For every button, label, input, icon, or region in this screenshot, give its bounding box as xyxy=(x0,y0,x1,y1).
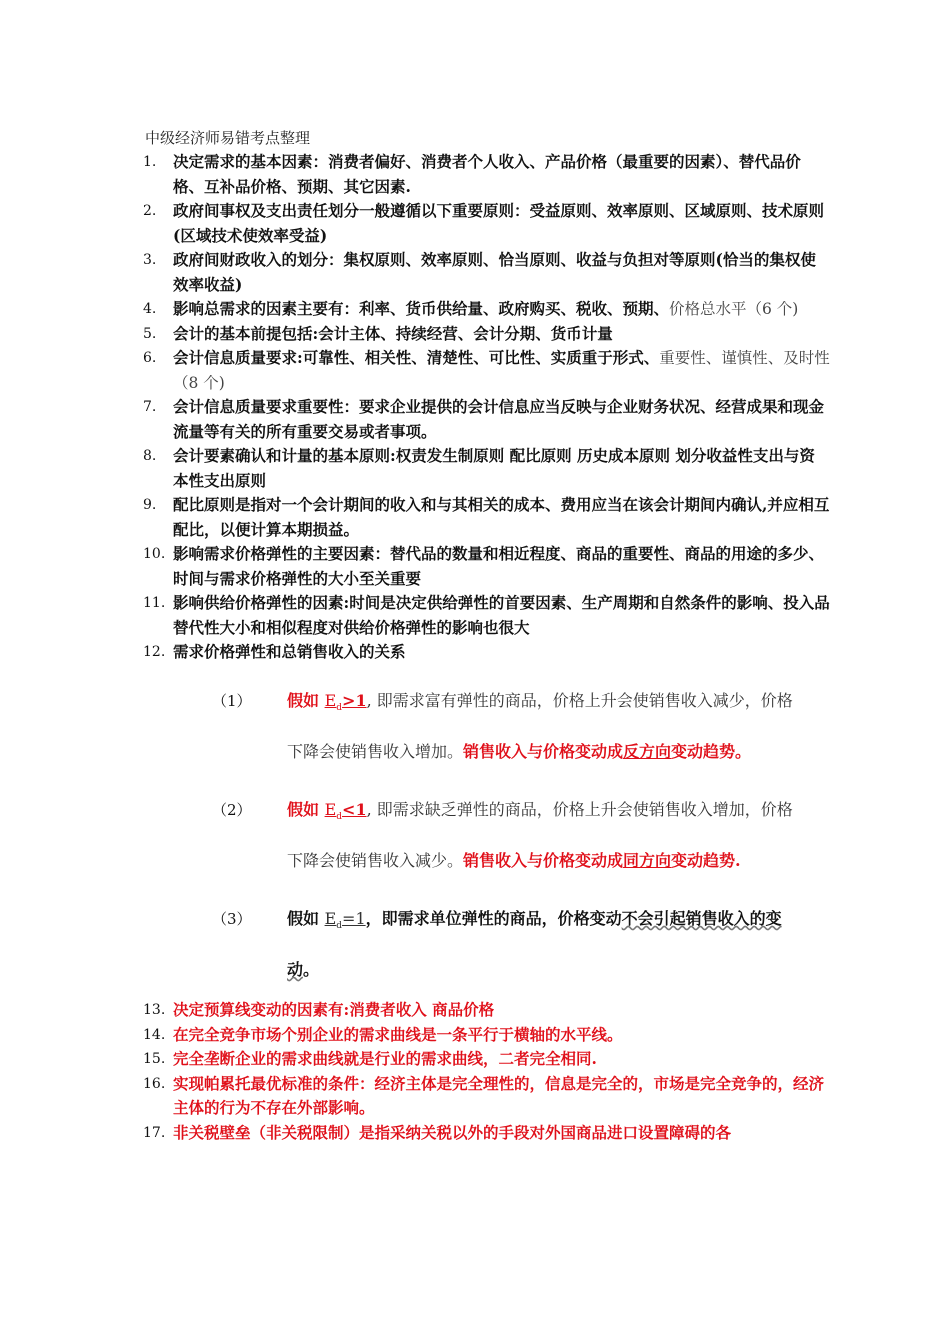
list-item xyxy=(140,640,830,665)
elasticity-e: E xyxy=(324,908,337,928)
list-item xyxy=(140,150,830,199)
list-item xyxy=(140,493,830,542)
sub-direction: 反方向 xyxy=(623,741,672,761)
sub-item-number: （2） xyxy=(212,800,252,819)
item-number: 6. xyxy=(143,350,157,366)
sub-item xyxy=(140,897,807,992)
item-number: 15. xyxy=(143,1051,166,1068)
elasticity-compare: =1 xyxy=(342,908,366,928)
sub-item xyxy=(140,788,807,883)
item-number: 1. xyxy=(143,154,157,170)
sub-list xyxy=(140,679,830,993)
elasticity-sub: d xyxy=(336,921,343,932)
sub-conclusion: 销售收入与价格变动成 xyxy=(463,850,624,870)
item-text: 完全垄断企业的需求曲线就是行业的需求曲线，二者完全相同. xyxy=(173,1049,597,1069)
item-text: 影响总需求的因素主要有：利率、货币供给量、政府购买、税收、预期、 xyxy=(173,299,670,318)
sub-conclusion-end: 变动趋势。 xyxy=(671,741,752,761)
sub-end: 。 xyxy=(303,960,320,980)
list-item xyxy=(140,297,830,322)
item-text: 会计的基本前提包括:会计主体、持续经营、会计分期、货币计量 xyxy=(173,323,613,343)
item-text: 影响供给价格弹性的因素:时间是决定供给弹性的首要因素、生产周期和自然条件的影响、投入品替代性大小和相似程度对供给价格弹性的影响也很大 xyxy=(173,593,830,637)
list-item xyxy=(140,444,830,493)
item-text: 实现帕累托最优标准的条件：经济主体是完全理性的，信息是完全的，市场是完全竞争的，经济主体的行为不存在外部影响。 xyxy=(173,1073,825,1118)
sub-item-number: （3） xyxy=(212,909,252,928)
item-number: 11. xyxy=(143,595,166,611)
sub-conclusion-end: 变动趋势. xyxy=(671,850,741,870)
item-number: 3. xyxy=(143,252,157,268)
item-number: 8. xyxy=(143,448,157,464)
item-text: 会计信息质量要求重要性：要求企业提供的会计信息应当反映与企业财务状况、经营成果和现金流量等有关的所有重要交易或者事项。 xyxy=(173,397,825,441)
sub-direction: 同方向 xyxy=(623,850,672,870)
item-text: 会计要素确认和计量的基本原则:权责发生制原则 配比原则 历史成本原则 划分收益性支出与资本性支出原则 xyxy=(173,446,815,490)
elasticity-symbol xyxy=(324,799,367,822)
sub-mid: 即需求富有弹性的商品，价格上升会使销售收入减少，价格下降会使销售收入增加。 xyxy=(287,690,793,761)
document-title: 中级经济师易错考点整理 xyxy=(145,129,311,147)
item-text: 会计信息质量要求:可靠性、相关性、清楚性、可比性、实质重于形式、 xyxy=(173,348,660,367)
item-text: 配比原则是指对一个会计期间的收入和与其相关的成本、费用应当在该会计期间内确认,并应相互配比，以便计算本期损益。 xyxy=(173,495,830,539)
item-number: 14. xyxy=(143,1026,166,1043)
list-item xyxy=(140,542,830,591)
sub-conclusion: 销售收入与价格变动成 xyxy=(463,741,624,761)
sub-comma: , xyxy=(366,799,372,819)
list-item xyxy=(140,346,830,395)
sub-comma: , xyxy=(366,690,372,710)
item-tail: 重要性、谨慎性、及时性（8 个) xyxy=(173,349,830,392)
list-item xyxy=(140,1023,830,1048)
elasticity-sub: d xyxy=(336,811,343,822)
item-number: 7. xyxy=(143,399,157,415)
item-number: 9. xyxy=(143,497,157,513)
item-number: 13. xyxy=(143,1002,166,1019)
item-text: 政府间事权及支出责任划分一般遵循以下重要原则：受益原则、效率原则、区域原则、技术原则(区域技术使效率受益) xyxy=(173,201,825,245)
item-text: 政府间财政收入的划分：集权原则、效率原则、恰当原则、收益与负担对等原则(恰当的集权使效率收益) xyxy=(173,250,816,294)
item-number: 10. xyxy=(143,546,166,562)
sub-mid: 即需求缺乏弹性的商品，价格上升会使销售收入增加，价格下降会使销售收入减少。 xyxy=(287,799,793,870)
item-text: 影响需求价格弹性的主要因素：替代品的数量和相近程度、商品的重要性、商品的用途的多少、时间与需求价格弹性的大小至关重要 xyxy=(173,544,825,588)
item-number: 4. xyxy=(143,301,157,317)
elasticity-e: E xyxy=(324,799,337,819)
list-item xyxy=(140,199,830,248)
item-number: 17. xyxy=(143,1124,166,1141)
item-text: 决定需求的基本因素：消费者偏好、消费者个人收入、产品价格（最重要的因素）、替代品价格、互补品价格、预期、其它因素. xyxy=(173,152,801,196)
item-text: 决定预算线变动的因素有:消费者收入 商品价格 xyxy=(173,1000,495,1020)
elasticity-e: E xyxy=(324,690,337,710)
sub-lead: 假如 xyxy=(287,690,325,710)
sub-lead: 假如 xyxy=(287,799,325,819)
item-text: 需求价格弹性和总销售收入的关系 xyxy=(173,642,406,661)
list-item xyxy=(140,322,830,347)
sub-mid: ，即需求单位弹性的商品，价格变动 xyxy=(365,908,622,928)
item-number: 12. xyxy=(143,644,166,660)
list-item xyxy=(140,1072,830,1121)
list-item xyxy=(140,248,830,297)
elasticity-compare: >1 xyxy=(342,690,367,710)
item-number: 2. xyxy=(143,203,157,219)
sub-item xyxy=(140,679,807,774)
item-number: 5. xyxy=(143,325,157,342)
elasticity-compare: <1 xyxy=(342,799,367,819)
sub-lead: 假如 xyxy=(287,908,325,928)
list-item xyxy=(140,998,830,1023)
list-item xyxy=(140,395,830,444)
sub-item-number: （1） xyxy=(212,691,252,710)
item-number: 16. xyxy=(143,1075,166,1092)
elasticity-symbol xyxy=(324,690,367,713)
list-item xyxy=(140,1047,830,1072)
sub-wave-text: 不会引起销售收入的变动 xyxy=(287,908,782,980)
main-list xyxy=(140,150,830,1145)
elasticity-sub: d xyxy=(336,702,343,713)
list-item xyxy=(140,1121,830,1146)
item-text: 非关税壁垒（非关税限制）是指采纳关税以外的手段对外国商品进口设置障碍的各 xyxy=(173,1122,732,1142)
item-text: 在完全竞争市场个别企业的需求曲线是一条平行于横轴的水平线。 xyxy=(173,1024,623,1044)
elasticity-symbol xyxy=(324,908,366,932)
list-item xyxy=(140,591,830,640)
item-tail: 价格总水平（6 个) xyxy=(669,300,799,318)
